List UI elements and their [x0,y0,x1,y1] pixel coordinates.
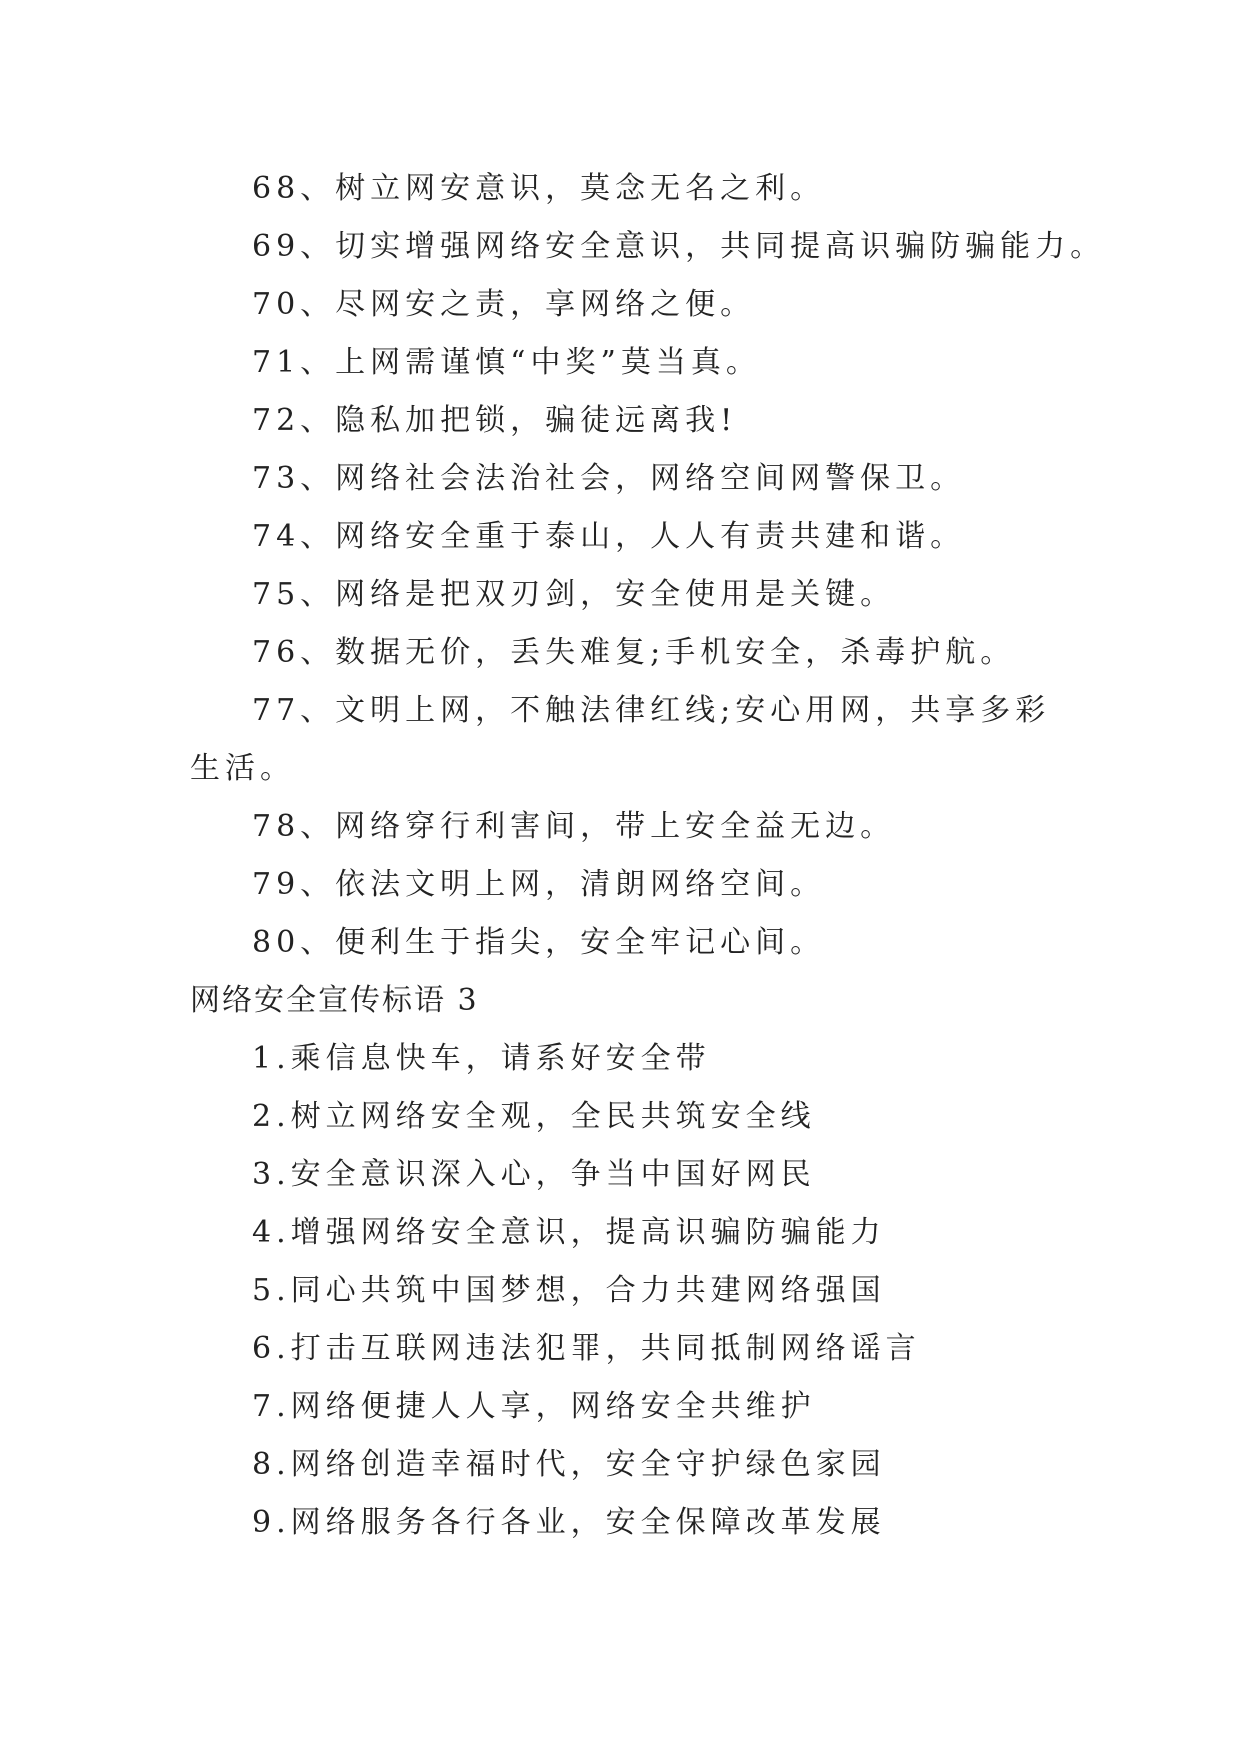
slogan-item-80: 80、便利生于指尖，安全牢记心间。 [252,925,826,960]
slogan-item-79: 79、依法文明上网，清朗网络空间。 [252,867,826,902]
list-item: 1.乘信息快车，请系好安全带 [252,1041,711,1076]
slogan-item-77: 77、文明上网，不触法律红线;安心用网，共享多彩生活。 [190,693,1051,786]
list-item: 4.增强网络安全意识，提高识骗防骗能力 [252,1215,886,1250]
slogan-item-68: 68、树立网安意识，莫念无名之利。 [252,171,826,206]
section-heading: 网络安全宣传标语 3 [190,983,479,1018]
slogan-item-70: 70、尽网安之责，享网络之便。 [252,287,756,322]
slogan-item-75: 75、网络是把双刃剑，安全使用是关键。 [252,577,896,612]
list-item: 5.同心共筑中国梦想，合力共建网络强国 [252,1273,886,1308]
list-item: 9.网络服务各行各业，安全保障改革发展 [252,1505,886,1540]
list-item: 8.网络创造幸福时代，安全守护绿色家园 [252,1447,886,1482]
slogan-item-73: 73、网络社会法治社会，网络空间网警保卫。 [252,461,966,496]
slogan-item-78: 78、网络穿行利害间，带上安全益无边。 [252,809,896,844]
list-item: 6.打击互联网违法犯罪，共同抵制网络谣言 [252,1331,921,1366]
list-item: 2.树立网络安全观，全民共筑安全线 [252,1099,816,1134]
slogan-item-69: 69、切实增强网络安全意识，共同提高识骗防骗能力。 [252,229,1106,264]
list-item: 3.安全意识深入心，争当中国好网民 [252,1157,816,1192]
slogan-item-76: 76、数据无价，丢失难复;手机安全，杀毒护航。 [252,635,1016,670]
list-item: 7.网络便捷人人享，网络安全共维护 [252,1389,816,1424]
document-body [190,160,1106,1552]
slogan-item-74: 74、网络安全重于泰山，人人有责共建和谐。 [252,519,966,554]
slogan-item-71: 71、上网需谨慎“中奖”莫当真。 [252,345,761,380]
slogan-item-72: 72、隐私加把锁，骗徒远离我! [252,403,738,438]
